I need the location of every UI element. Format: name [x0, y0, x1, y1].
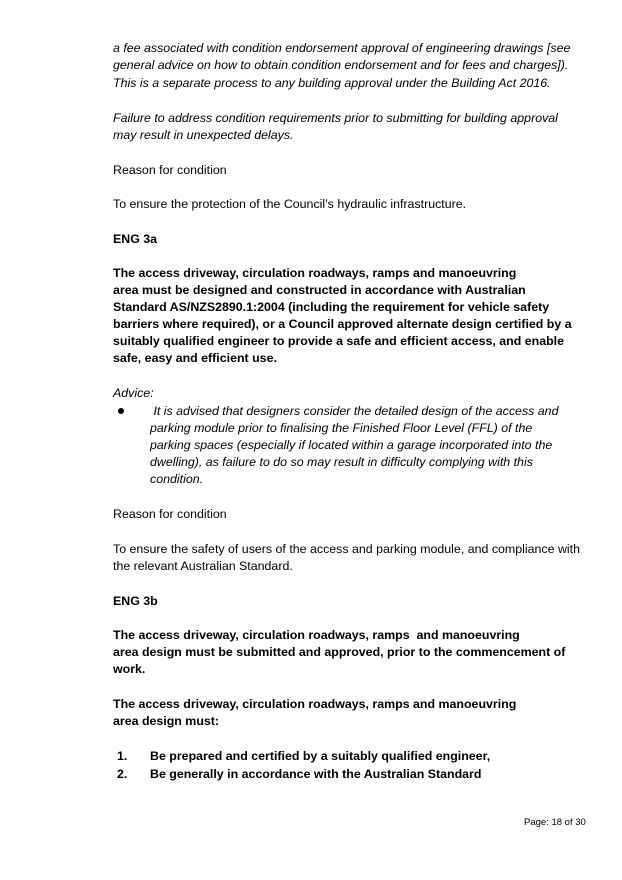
- intro-text-line: This is a separate process to any building approval under the Building Act 2016.: [113, 76, 551, 90]
- eng3b-heading: ENG 3b: [113, 594, 158, 608]
- eng3a-body-line: The access driveway, circulation roadways, ramps and manoeuvring: [113, 266, 517, 280]
- eng3a-heading: ENG 3a: [113, 232, 158, 246]
- failure-text-line: may result in unexpected delays.: [113, 128, 294, 142]
- eng3a-body-line: area must be designed and constructed in accordance with Australian: [113, 283, 526, 297]
- eng3b-body-line: work.: [113, 662, 146, 676]
- advice-line: condition.: [150, 472, 204, 486]
- reason-text: To ensure the protection of the Council’s hydraulic infrastructure.: [113, 197, 467, 211]
- advice-label: Advice:: [113, 386, 154, 400]
- list-number: 2.: [117, 767, 128, 781]
- list-number: 1.: [117, 749, 128, 763]
- intro-text-line: a fee associated with condition endorsement approval of engineering drawings [see: [113, 41, 571, 55]
- page-number: Page: 18 of 30: [524, 817, 586, 828]
- eng3b-body-line: The access driveway, circulation roadways, ramps and manoeuvring: [113, 697, 517, 711]
- eng3b-body-line: area design must:: [113, 714, 220, 728]
- advice-line: parking module prior to finalising the Finished Floor Level (FFL) of the: [150, 421, 533, 435]
- eng3a-body-line: barriers where required), or a Council approved alternate design certified by a: [113, 317, 572, 331]
- reason-label: Reason for condition: [113, 507, 227, 521]
- eng3a-body-line: suitably qualified engineer to provide a safe and efficient access, and enable: [113, 334, 565, 348]
- list-item: Be generally in accordance with the Australian Standard: [150, 767, 482, 781]
- list-item: Be prepared and certified by a suitably qualified engineer,: [150, 749, 491, 763]
- eng3a-body-line: Standard AS/NZS2890.1:2004 (including the requirement for vehicle safety: [113, 300, 550, 314]
- eng3b-body-line: area design must be submitted and approved, prior to the commencement of: [113, 645, 566, 659]
- reason-label: Reason for condition: [113, 163, 227, 177]
- advice-line: dwelling), as failure to do so may result in difficulty complying with this: [150, 455, 533, 469]
- eng3a-body-line: safe, easy and efficient use.: [113, 351, 277, 365]
- reason-text: the relevant Australian Standard.: [113, 559, 293, 573]
- reason-text: To ensure the safety of users of the access and parking module, and compliance with: [113, 542, 580, 556]
- advice-line: parking spaces (especially if located within a garage incorporated into the: [150, 438, 553, 452]
- advice-line: It is advised that designers consider the detailed design of the access and: [150, 404, 559, 418]
- eng3b-body-line: The access driveway, circulation roadways, ramps and manoeuvring: [113, 628, 520, 642]
- intro-text-line: general advice on how to obtain condition endorsement and for fees and charges]).: [113, 58, 569, 72]
- bullet-icon: [118, 408, 124, 414]
- failure-text-line: Failure to address condition requirements prior to submitting for building approval: [113, 111, 558, 125]
